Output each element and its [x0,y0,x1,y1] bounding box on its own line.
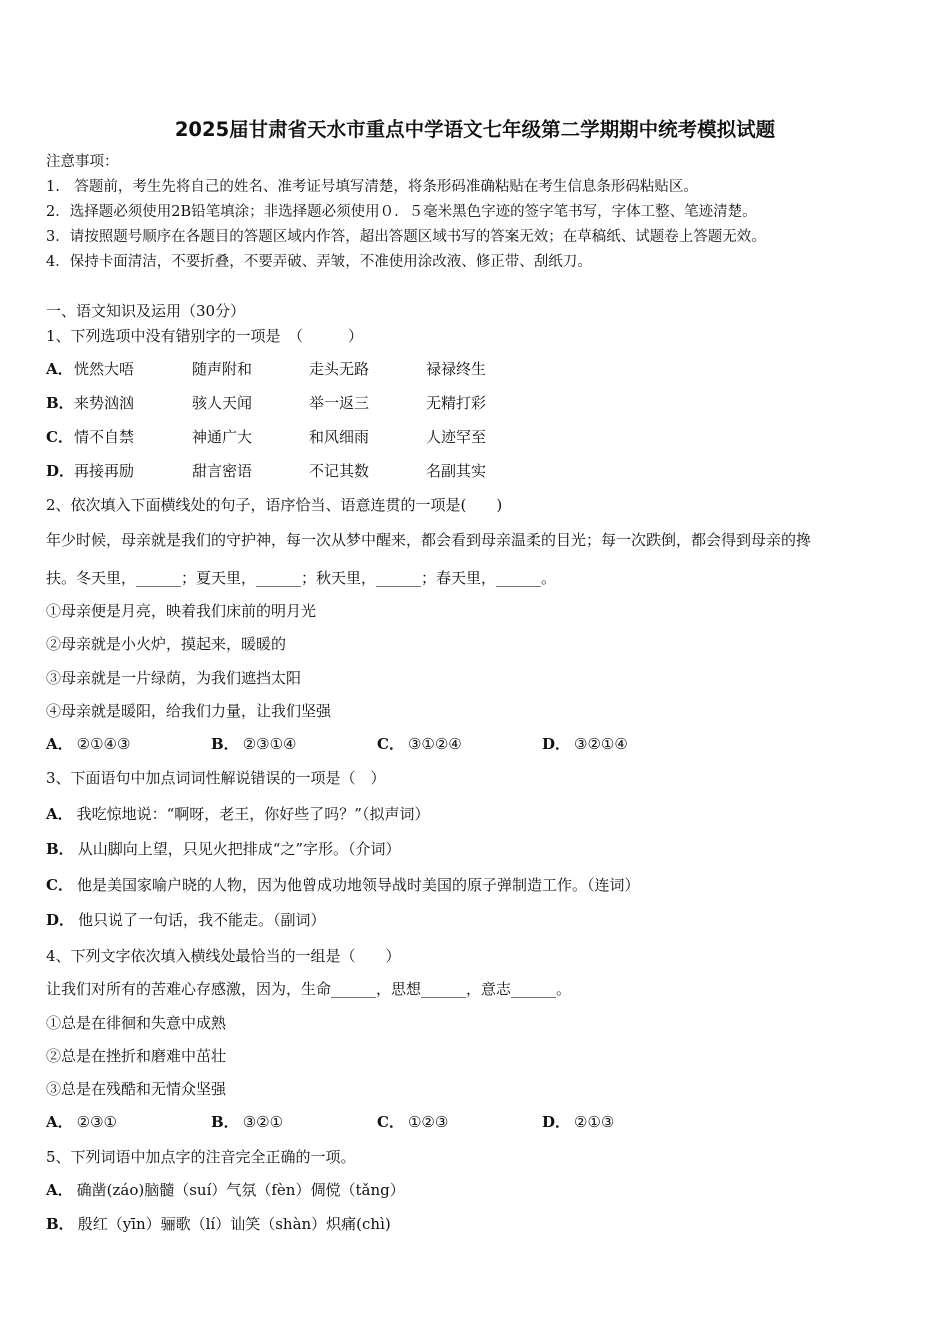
q4-option-b [211,1112,283,1132]
q4-item: ①总是在徘徊和失意中成熟 [46,1014,227,1032]
q2-option-d [542,734,628,754]
q4-option-c [377,1112,448,1132]
option-text: 确凿(záo)脑髓（suí）气氛（fèn）倜傥（tǎng） [76,1181,405,1199]
q5-option-a [46,1180,405,1200]
option-text: ②③① [76,1113,117,1131]
option-letter: A． [46,735,73,753]
option-text: ②①③ [574,1113,615,1131]
q2-option-a [46,734,130,754]
q4-option-a [46,1112,117,1132]
option-text: ②③①④ [242,735,297,753]
q4-stem: 4、下列文字依次填入横线处最恰当的一组是（ ） [46,947,401,965]
option-letter: B． [46,840,74,858]
q5-stem: 5、下列词语中加点字的注音完全正确的一项。 [46,1148,356,1166]
option-letter: A． [46,805,73,823]
option-text: 他只说了一句话，我不能走。（副词） [78,911,326,929]
option-text: 殷红（yīn）骊歌（lí）讪笑（shàn）炽痛(chì) [77,1215,391,1233]
option-letter: D． [542,1113,571,1131]
q1-word: 走头无路 [309,360,370,378]
q1-word: 来势汹汹 [74,394,135,412]
q1-word: 恍然大唔 [74,360,135,378]
q1-word: 举一返三 [309,394,370,412]
option-text: 从山脚向上望，只见火把排成“之”字形。（介词） [77,840,401,858]
option-text: 他是美国家喻户晓的人物，因为他曾成功地领导战时美国的原子弹制造工作。（连词） [76,876,640,894]
q1-word: 甜言密语 [192,462,253,480]
option-letter: B． [211,1113,239,1131]
q2-stem: 2、依次填入下面横线处的句子，语序恰当、语意连贯的一项是( ) [46,496,503,514]
q2-item: ①母亲便是月亮，映着我们床前的明月光 [46,602,317,620]
q4-item: ②总是在挫折和磨难中茁壮 [46,1047,227,1065]
option-text: ③②① [242,1113,284,1131]
q2-item: ②母亲就是小火炉，摸起来，暖暖的 [46,635,287,653]
q2-passage-line-2: 扶。冬天里，______；夏天里，______；秋天里，______；春天里，______。 [46,569,557,587]
option-letter: B． [46,1215,74,1233]
q4-passage: 让我们对所有的苦难心存感激，因为，生命______，思想______，意志______。 [46,980,572,998]
q3-option-d [46,910,326,930]
q4-option-d [542,1112,614,1132]
q2-item: ④母亲就是暖阳，给我们力量，让我们坚强 [46,702,332,720]
q2-item: ③母亲就是一片绿荫，为我们遮挡太阳 [46,669,302,687]
option-letter: D． [46,911,75,929]
option-letter: C． [377,735,404,753]
q3-option-b [46,839,401,859]
option-text: ②①④③ [76,735,131,753]
q1-option-letter: D． [46,462,75,480]
option-letter: B． [211,735,239,753]
q1-word: 骇人天闻 [192,394,253,412]
q1-word: 禄禄终生 [426,360,487,378]
option-letter: D． [542,735,571,753]
q1-word: 人迹罕至 [426,428,487,446]
q1-word: 名副其实 [426,462,487,480]
q1-word: 和风细雨 [309,428,370,446]
option-letter: C． [46,876,73,894]
q2-option-c [377,734,462,754]
option-letter: C． [377,1113,404,1131]
q1-option-letter: B． [46,394,74,412]
q1-option-letter: C． [46,428,73,446]
q1-word: 神通广大 [192,428,253,446]
q1-word: 再接再励 [74,462,135,480]
q3-stem: 3、下面语句中加点词词性解说错误的一项是（ ） [46,769,386,787]
q3-option-a [46,804,429,824]
q4-item: ③总是在残酷和无情众坚强 [46,1080,227,1098]
notice-item-1: 1. 答题前，考生先将自己的姓名、准考证号填写清楚，将条形码准确粘贴在考生信息条形码粘贴区。 [46,179,698,195]
notice-heading: 注意事项： [46,154,119,170]
option-letter: A． [46,1113,73,1131]
q2-option-b [211,734,296,754]
q1-word: 无精打彩 [426,394,487,412]
q1-stem: 1、下列选项中没有错别字的一项是 （ ） [46,327,364,345]
option-text: ①②③ [407,1113,449,1131]
section-heading: 一、语文知识及运用（30分） [46,302,246,320]
page-title: 2025届甘肃省天水市重点中学语文七年级第二学期期中统考模拟试题 [174,118,776,141]
option-text: ③①②④ [407,735,462,753]
option-text: 我吃惊地说：“啊呀，老王，你好些了吗？”（拟声词） [76,805,430,823]
notice-item-3: 3．请按照题号顺序在各题目的答题区域内作答，超出答题区域书写的答案无效；在草稿纸、试题卷上答题无效。 [46,229,766,245]
q1-word: 不记其数 [309,462,370,480]
notice-item-2: 2．选择题必须使用2B铅笔填涂；非选择题必须使用０．５毫米黑色字迹的签字笔书写，字体工整、笔迹清楚。 [46,204,757,220]
q2-passage-line-1: 年少时候，母亲就是我们的守护神，每一次从梦中醒来，都会看到母亲温柔的目光；每一次跌倒，都会得到母亲的搀 [46,531,812,549]
option-letter: A． [46,1181,73,1199]
q5-option-b [46,1214,391,1234]
notice-item-4: 4．保持卡面清洁，不要折叠，不要弄破、弄皱，不准使用涂改液、修正带、刮纸刀。 [46,254,592,270]
q1-word: 随声附和 [192,360,253,378]
q3-option-c [46,875,639,895]
q1-option-letter: A． [46,360,73,378]
option-text: ③②①④ [574,735,628,753]
q1-word: 情不自禁 [74,428,135,446]
